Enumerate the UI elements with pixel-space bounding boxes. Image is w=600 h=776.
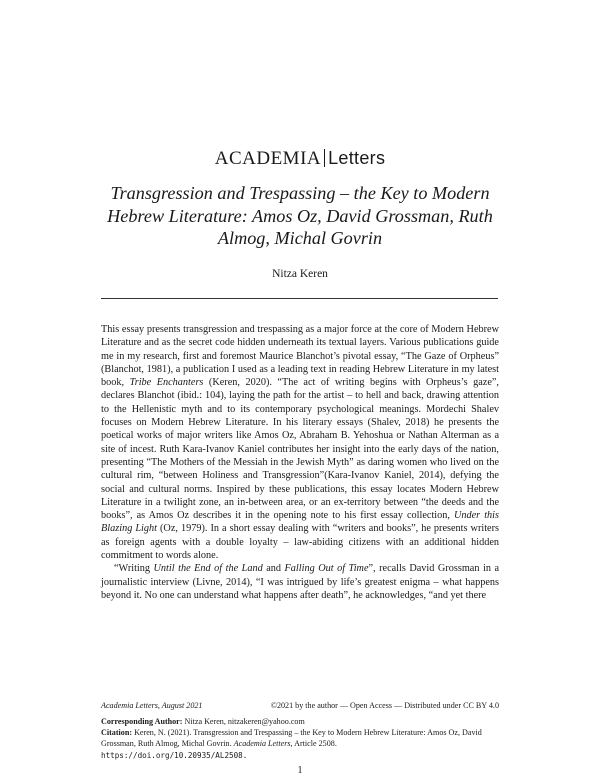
title-divider xyxy=(101,298,498,299)
text-run: This essay presents transgression and trespassing as a major force at the core of Modern Hebrew Literature and as the secret code hidden underneath its textual layers. Various publications guide me in my research, first and foremost Maurice Blanchot’s pivotal essay, “The Gaze of Orpheus” (Blanchot, 1981), a publication I used as a leading text in reading Hebrew Literature in my latest book, xyxy=(101,324,499,389)
text-run: and xyxy=(262,563,285,575)
cite-text: Keren, N. (2021). Transgression and Trespassing – the Key to Modern Hebrew Literature: Amos Oz, David Grossman, Ruth Almog, Michal Govrin. xyxy=(101,728,482,749)
footer-journal: Academia Letters, August 2021 xyxy=(101,701,203,710)
journal-header xyxy=(0,148,600,170)
doi-link[interactable]: https://doi.org/10.20935/AL2508. xyxy=(101,750,248,760)
citation xyxy=(101,727,499,749)
text-run: (Keren, 2020). “The act of writing begins with Orpheus’s gaze”, declares Blanchot (ibid.: 104), laying the path for the artist – to hell and back, drawing attention to the Hellenistic myth and to its contemporary psychological meanings. Mordechi Shalev focuses on Modern Hebrew Literature. In his literary essays (Shalev, 2018) he presents the poetical works of major writers like Amos Oz, Abraham B. Yehoshua or Nathan Alterman as a site of incest. Ruth Kara-Ivanov Kaniel contributes her insight into the early days of the nation, presenting “The Mothers of the Messiah in the Jewish Myth” as daring women who lived on the cultural rim, “between Holiness and Transgression”(Kara-Ivanov Kaniel, 2014), defying the social and cultural norms. Inspired by these publications, this essay locates Modern Hebrew Literature in a twilight zone, an in-between area, or an ex-territory between “the deeds and the books”, as Amos Oz describes it in the opening note to his first essay collection, xyxy=(101,377,499,522)
article-title: Transgression and Trespassing – the Key to Modern Hebrew Literature: Amos Oz, David Grossman, Ruth Almog, Michal Govrin xyxy=(107,183,493,248)
paragraph-2 xyxy=(101,562,499,602)
footer-meta xyxy=(101,716,499,761)
footer-license: ©2021 by the author — Open Access — Distributed under CC BY 4.0 xyxy=(270,701,499,710)
corresponding-author xyxy=(101,716,499,727)
corr-value[interactable]: Nitza Keren, nitzakeren@yahoo.com xyxy=(184,717,305,726)
journal-brand: ACADEMIA xyxy=(214,148,322,169)
header-separator xyxy=(324,149,325,167)
book-title: Under this Blazing Light xyxy=(101,510,500,535)
corr-label: Corresponding Author: xyxy=(101,717,183,726)
cite-journal: Academia Letters xyxy=(233,739,291,749)
paragraph-1 xyxy=(101,323,499,562)
book-title: Until the End of the Land xyxy=(153,563,263,575)
text-run: ”, recalls David Grossman in a journalistic interview (Livne, 2014), “I was intrigued by life’s greatest enigma – what happens beyond it. No one can understand what happens after death”, he acknowledges, “and yet there xyxy=(101,563,499,601)
journal-section: Letters xyxy=(328,148,386,168)
cite-article: , Article 2508. xyxy=(290,739,337,749)
article-body xyxy=(101,323,499,602)
page-number: 1 xyxy=(297,765,303,776)
text-run: “Writing xyxy=(114,563,154,575)
cite-label: Citation: xyxy=(101,728,133,738)
text-run: (Oz, 1979). In a short essay dealing with “writers and books”, he presents writers as foreign agents with a double loyalty – law-abiding citizens with an additional hidden commitment to words alone. xyxy=(101,523,499,562)
book-title: Tribe Enchanters xyxy=(129,377,204,389)
book-title: Falling Out of Time xyxy=(284,563,369,575)
footer-line xyxy=(101,701,499,710)
article-author: Nitza Keren xyxy=(272,268,328,280)
